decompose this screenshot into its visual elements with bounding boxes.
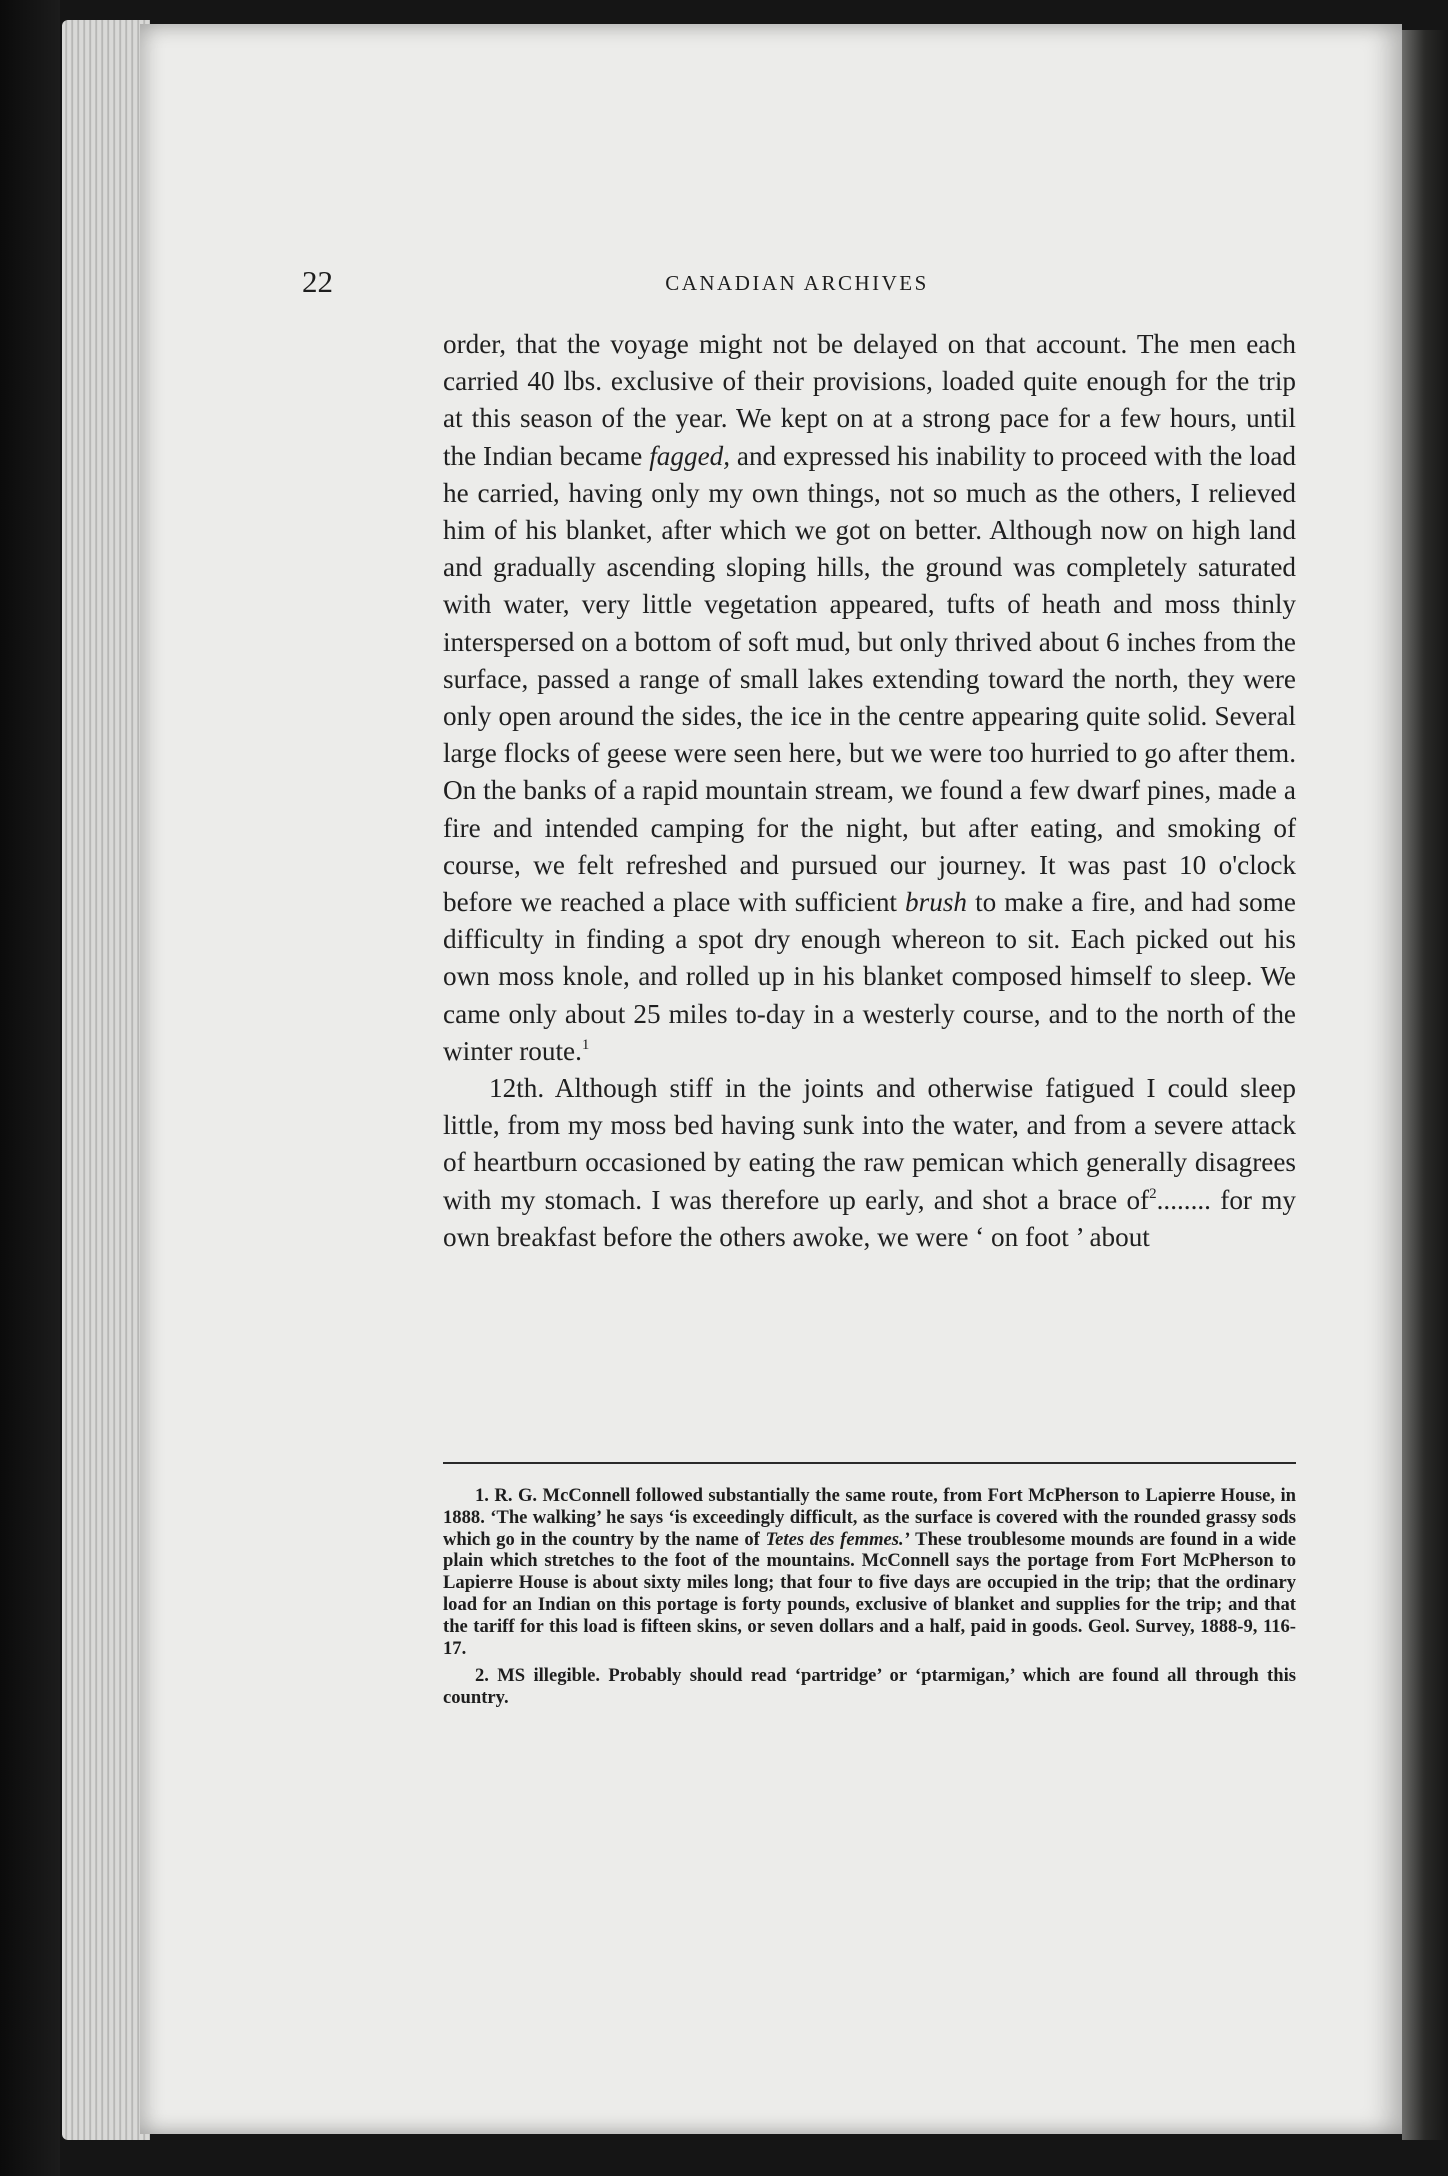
scan-left-shadow: [0, 0, 60, 2176]
page-number: 22: [302, 264, 333, 299]
paragraph-1-text-a: order, that the voyage might not be delayed on that account. The men each carried 40 lbs. exclusive of their provisions, loaded quite enough for the trip at this season of the year. We kept on at a strong pace for a few hours, until the Indian became: [443, 329, 1296, 471]
paragraph-1-italic-brush: brush: [905, 887, 967, 918]
book-page-edges: [62, 20, 150, 2140]
paragraph-2-text-b: ........ for my own breakfast before the others awoke, we were ‘ on foot ’ about: [443, 1184, 1296, 1252]
footnote-divider: [443, 1462, 1296, 1464]
footnote-1: [443, 1485, 1296, 1659]
paragraph-2-text-a: 12th. Although stiff in the joints and otherwise fatigued I could sleep little, from my moss bed having sunk into the water, and from a severe attack of heartburn occasioned by eating the raw pemican which generally disagrees with my stomach. I was therefore up early, and shot a brace of: [443, 1073, 1296, 1215]
footnote-1-text-a: 1. R. G. McConnell followed substantially the same route, from Fort McPherson to Lapierre House, in 1888. ‘The walking’ he says ‘is exceedingly difficult, as the surface is covered with the rounded grassy sods which go in the country by the name of: [443, 1485, 1296, 1550]
body-text: [443, 326, 1296, 1256]
footnote-1-text-c: These troublesome mounds are found in a wide plain which stretches to the foot of the mountains. McConnell says the portage from Fort McPherson to Lapierre House is about sixty miles long; that four to five days are occupied in the trip; that the ordinary load for an Indian on this portage is forty pounds, exclusive of blanket and supplies for the trip; and that the tariff for this load is fifteen skins, or seven dollars and a half, paid in goods. Geol. Survey, 1888-9, 116-17.: [443, 1528, 1296, 1659]
paragraph-2: [443, 1070, 1296, 1256]
footnote-1-italic: Tetes des femmes.’: [765, 1528, 910, 1550]
paragraph-1-text-c: and expressed his inability to proceed with the load he carried, having only my own things, not so much as the others, I relieved him of his blanket, after which we got on better. Although now on high land and gradually ascending sloping hills, the ground was completely saturated with water, very little vegetation appeared, tufts of heath and moss thinly interspersed on a bottom of soft mud, but only thrived about 6 inches from the surface, passed a range of small lakes extending toward the north, they were only open around the sides, the ice in the centre appearing quite solid. Several large flocks of geese were seen here, but we were too hurried to go after them. On the banks of a rapid mountain stream, we found a few dwarf pines, made a fire and intended camping for the night, but after eating, and smoking of course, we felt refreshed and pursued our journey. It was past 10 o'clock before we reached a place with sufficient: [443, 440, 1296, 918]
footnote-ref-1: 1: [581, 1036, 590, 1053]
footnote-ref-2: 2: [1149, 1185, 1157, 1202]
footnotes: [443, 1485, 1296, 1715]
book-right-edge: [1402, 30, 1448, 2140]
footnote-2: 2. MS illegible. Probably should read ‘partridge’ or ‘ptarmigan,’ which are found all through this country.: [443, 1665, 1296, 1709]
running-head: CANADIAN ARCHIVES: [665, 271, 929, 295]
paragraph-1: [443, 326, 1296, 1070]
paragraph-1-italic-fagged: fagged,: [649, 440, 731, 471]
paragraph-1-text-e: to make a fire, and had some difficulty in finding a spot dry enough whereon to sit. Each picked out his own moss knole, and rolled up in his blanket composed himself to sleep. We came only about 25 miles to-day in a westerly course, and to the north of the winter route.: [443, 887, 1296, 1066]
page-header: [302, 262, 1292, 302]
